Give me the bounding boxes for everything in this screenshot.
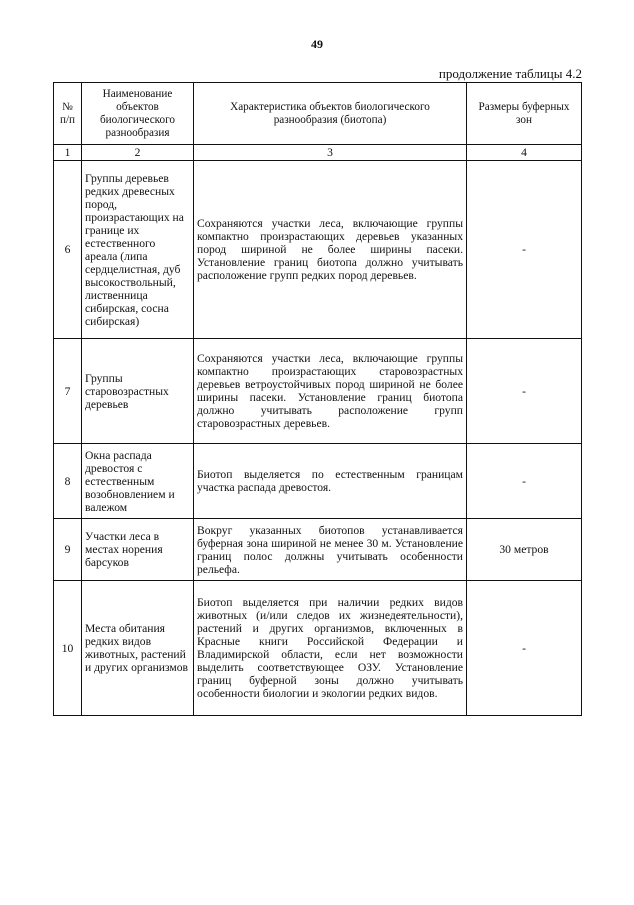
- buffer-size: -: [467, 161, 582, 339]
- object-name: Места обитания редких видов животных, растений и других организмов: [82, 581, 194, 716]
- object-description: Сохраняются участки леса, включающие группы компактно произрастающих деревьев указанных пород шириной не более ширины пасеки. Установление границ биотопа должно учитывать расположение групп редких пород деревьев.: [194, 161, 467, 339]
- object-description: Вокруг указанных биотопов устанавливается буферная зона шириной не менее 30 м. Установление границ полос должны учитывать особенности рельефа.: [194, 519, 467, 581]
- row-number: 8: [54, 444, 82, 519]
- table-row: [54, 339, 582, 444]
- biodiversity-objects-table: [53, 82, 582, 716]
- row-number: 7: [54, 339, 82, 444]
- header-number: № п/п: [54, 83, 82, 145]
- buffer-size: 30 метров: [467, 519, 582, 581]
- object-description: Биотоп выделяется при наличии редких видов животных (и/или следов их жизнедеятельности), растений и других организмов, включенных в Красные книги Российской Федерации и Владимирской области, если нет возможности выделить соответствующее ОЗУ. Установление границ буферной зоны должно учитывать особенности биологии и экологии редких видов.: [194, 581, 467, 716]
- header-object-name: Наименование объектов биологического разнообразия: [82, 83, 194, 145]
- object-name: Окна распада древостоя с естественным возобновлением и валежом: [82, 444, 194, 519]
- column-index: 2: [82, 145, 194, 161]
- header-characteristic: Характеристика объектов биологического разнообразия (биотопа): [194, 83, 467, 145]
- page-number: 49: [311, 37, 323, 51]
- buffer-size: -: [467, 581, 582, 716]
- table-row: [54, 444, 582, 519]
- row-number: 9: [54, 519, 82, 581]
- column-index: 4: [467, 145, 582, 161]
- header-buffer-size: Размеры буферных зон: [467, 83, 582, 145]
- row-number: 6: [54, 161, 82, 339]
- object-description: Биотоп выделяется по естественным границам участка распада древостоя.: [194, 444, 467, 519]
- row-number: 10: [54, 581, 82, 716]
- buffer-size: -: [467, 339, 582, 444]
- object-name: Группы деревьев редких древесных пород, произрастающих на границе их естественного ареала (липа сердцелистная, дуб высокоствольный, лиственница сибирская, сосна сибирская): [82, 161, 194, 339]
- object-name: Группы старовозрастных деревьев: [82, 339, 194, 444]
- buffer-size: -: [467, 444, 582, 519]
- table-row: [54, 161, 582, 339]
- table-continuation-caption: продолжение таблицы 4.2: [438, 66, 582, 81]
- column-index: 1: [54, 145, 82, 161]
- table-row: [54, 519, 582, 581]
- column-index: 3: [194, 145, 467, 161]
- object-name: Участки леса в местах норения барсуков: [82, 519, 194, 581]
- table-header-row: [54, 83, 582, 145]
- table-row: [54, 581, 582, 716]
- column-index-row: [54, 145, 582, 161]
- object-description: Сохраняются участки леса, включающие группы компактно произрастающих старовозрастных деревьев ветроустойчивых пород шириной не более ширины пасеки. Установление границ биотопа должно учитывать расположение групп старовозрастных деревьев.: [194, 339, 467, 444]
